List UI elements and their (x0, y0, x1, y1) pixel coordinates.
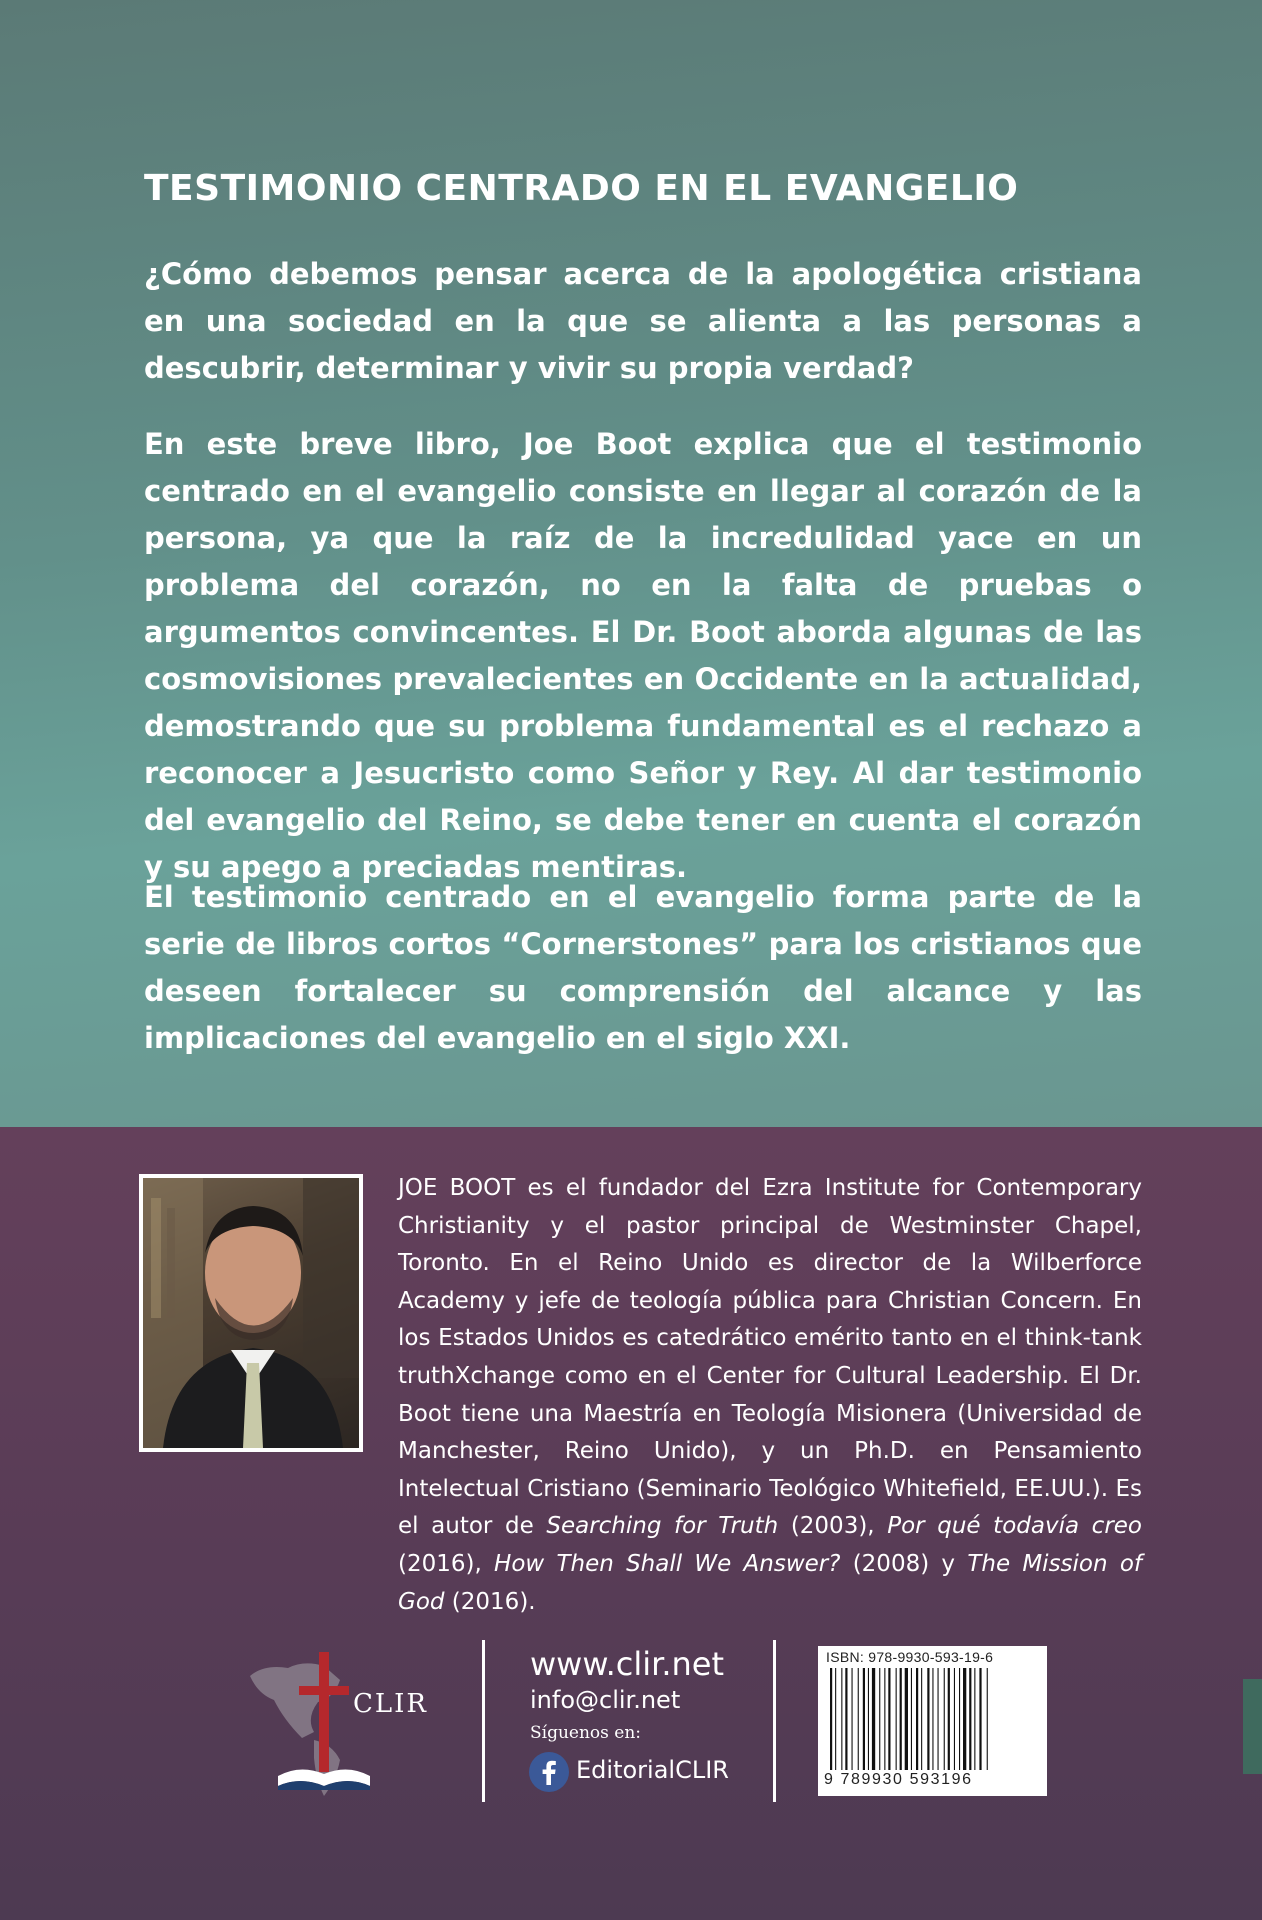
facebook-handle[interactable]: EditorialCLIR (576, 1756, 729, 1784)
barcode-bar (896, 1668, 897, 1770)
barcode-bar (948, 1668, 950, 1770)
barcode-bar (932, 1668, 933, 1770)
paragraph-3: El testimonio centrado en el evangelio forma parte de la serie de libros cortos “Cornerstones” para los cristianos que deseen fortalecer su comprensión del alcance y las implicaciones del evangelio en el siglo XXI. (144, 880, 1142, 1055)
barcode-bar (900, 1668, 902, 1770)
barcode-bar (987, 1668, 988, 1770)
divider-right (773, 1640, 776, 1802)
barcode-bar (879, 1668, 880, 1770)
bio-year-4: (2016). (444, 1588, 536, 1615)
facebook-glyph (529, 1752, 569, 1792)
barcode-bar (872, 1668, 875, 1770)
barcode-bar (921, 1668, 922, 1770)
author-bio (398, 1170, 1142, 1621)
barcode-bar (863, 1668, 865, 1770)
barcode-number: 9 789930 593196 (824, 1771, 973, 1788)
barcode-bar (835, 1668, 836, 1770)
barcode-bar (888, 1668, 890, 1770)
paragraph-1: ¿Cómo debemos pensar acerca de la apologética cristiana en una sociedad en la que se alienta a las personas a descubrir, determinar y vivir su propia verdad? (144, 257, 1142, 385)
barcode-bar (911, 1668, 912, 1770)
author-photo (139, 1174, 363, 1452)
barcode-bars (828, 1668, 1038, 1770)
back-cover-heading: TESTIMONIO CENTRADO EN EL EVANGELIO (144, 168, 1019, 209)
barcode-bar (830, 1668, 832, 1770)
email-link[interactable]: info@clir.net (530, 1686, 681, 1714)
bio-text: JOE BOOT es el fundador del Ezra Institute for Contemporary Christianity y el pastor principal de Westminster Chapel, Toronto. En el Reino Unido es director de la Wilberforce Academy y jefe de teología pública para Christian Concern. En los Estados Unidos es catedrático emérito tanto en el think-tank truthXchange como en el Center for Cultural Leadership. El Dr. Boot tiene una Maestría en Teología Misionera (Universidad de Manchester, Reino Unido), y un Ph.D. en Pensamiento Intelectual Cristiano (Seminario Teológico Whitefield, EE.UU.). Es el autor de (398, 1175, 1142, 1540)
barcode-bar (959, 1668, 960, 1770)
bio-year-2: (2016), (398, 1550, 495, 1577)
clir-logo-text: CLIR (353, 1689, 429, 1719)
edge-mark (1243, 1679, 1262, 1774)
barcode-bar (938, 1668, 939, 1770)
barcode-bar (963, 1668, 966, 1770)
book-title-2: Por qué todavía creo (887, 1513, 1142, 1540)
book-title-1: Searching for Truth (546, 1513, 779, 1540)
clir-logo-icon (244, 1640, 444, 1800)
bio-year-1: (2003), (778, 1513, 888, 1540)
barcode-bar (916, 1668, 918, 1770)
barcode-bar (974, 1668, 975, 1770)
barcode-bar (969, 1668, 971, 1770)
follow-label: Síguenos en: (530, 1723, 642, 1743)
barcode-bar (852, 1668, 853, 1770)
barcode-bar (979, 1668, 981, 1770)
bio-year-3: (2008) y (840, 1550, 968, 1577)
divider-left (482, 1640, 485, 1802)
barcode (818, 1646, 1047, 1796)
barcode-bar (884, 1668, 885, 1770)
barcode-bar (954, 1668, 955, 1770)
barcode-bar (905, 1668, 908, 1770)
author-portrait-illustration (143, 1178, 359, 1448)
barcode-bar (841, 1668, 842, 1770)
barcode-bar (845, 1668, 847, 1770)
book-title-4: The Mission of God (398, 1550, 1143, 1615)
barcode-bar (858, 1668, 859, 1770)
book-title-3: How Then Shall We Answer? (494, 1550, 841, 1577)
isbn-label: ISBN: 978-9930-593-19-6 (826, 1649, 994, 1665)
barcode-bar (944, 1668, 945, 1770)
facebook-icon[interactable] (529, 1752, 569, 1792)
barcode-bar (927, 1668, 929, 1770)
paragraph-2: En este breve libro, Joe Boot explica que el testimonio centrado en el evangelio consiste en llegar al corazón de la persona, ya que la raíz de la incredulidad yace en un problema del corazón, no en la falta de pruebas o argumentos convincentes. El Dr. Boot aborda algunas de las cosmovisiones prevalecientes en Occidente en la actualidad, demostrando que su problema fundamental es el rechazo a reconocer a Jesucristo como Señor y Rey. Al dar testimonio del evangelio del Reino, se debe tener en cuenta el corazón y su apego a preciadas mentiras. (144, 427, 1142, 884)
barcode-bar (868, 1668, 869, 1770)
website-link[interactable]: www.clir.net (530, 1645, 725, 1683)
